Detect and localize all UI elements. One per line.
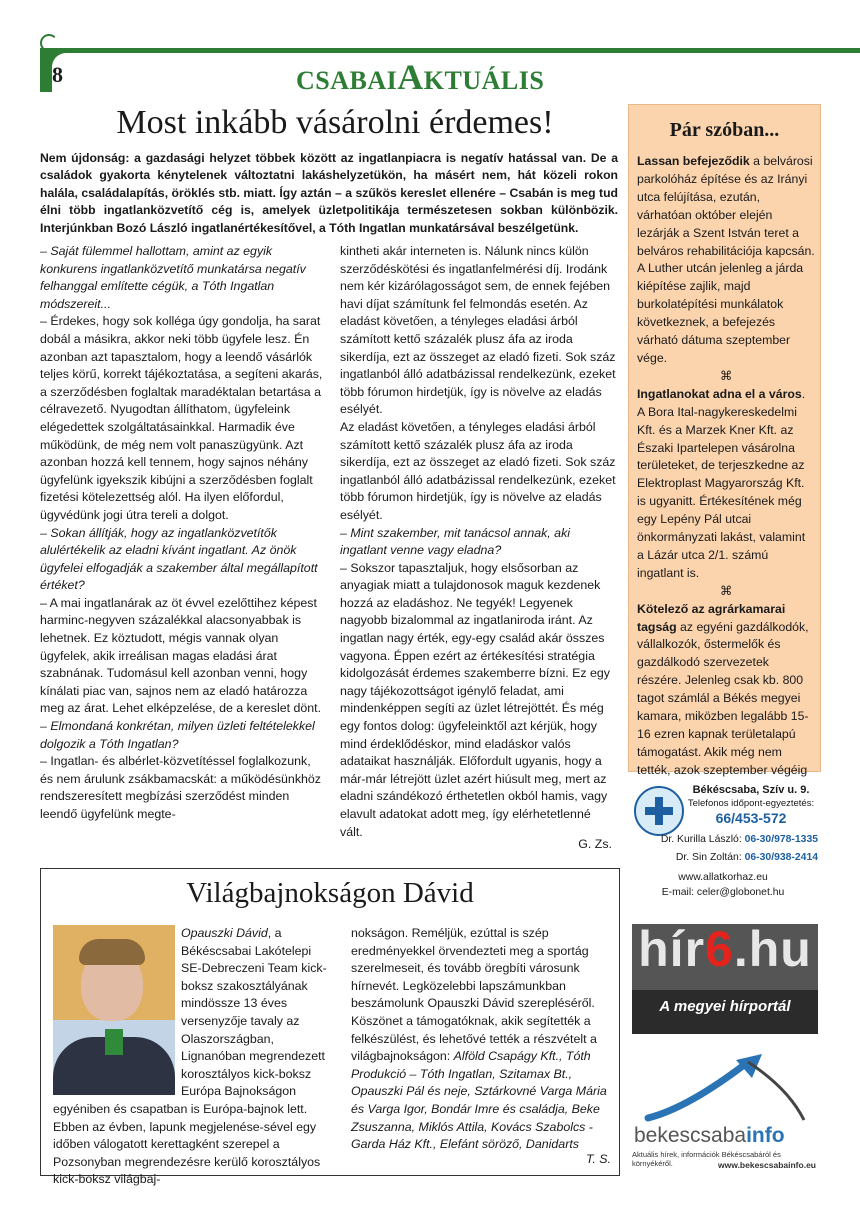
paragraph: nokságon. Reméljük, ezúttal is szép eredményekkel örvendezteti meg a sportág szerelmeseit, és tovább öregbíti városunk hírnevét. Legközelebbi lapszámunkban beszámolunk Opauszki Dávid szerepléséről.: [351, 926, 595, 1011]
paragraph: – A mai ingatlanárak az öt évvel ezelőttihez képest harminc-negyven százalékkal alacsonyabbak is lehetnek. Ez köztudott, mégis vannak olyan ügyfelek, akik irreálisan magas eladási árat szabnának. Tudomásul kell azonban venni, hogy kínálati piac van, sajnos nem az eladó határozza meg az árat. Lehet elképzelése, de a kereslet dönt.: [40, 595, 322, 716]
logo-part: hír: [638, 921, 706, 977]
bekescsabainfo-ad[interactable]: [628, 1048, 819, 1172]
paragraph: – Mint szakember, mit tanácsol annak, aki ingatlant venne vagy eladna?: [340, 525, 571, 558]
magazine-title-rest: KTUÁLIS: [423, 66, 545, 95]
sponsor-list: Alföld Csapágy Kft., Tóth Produkció – Tóth Ingatlan, Szitamax Bt., Opauszki Pál és neje, Sztárkovné Varga Mária és Varga Igor, Bondár Imre és családja, Beke Zsuszanna, Miklós Attila, Kovács Szabolcs - Garda Ház Kft., Elefánt söröző, Danidarts: [351, 1049, 607, 1152]
article-2-column-2: [351, 925, 613, 1154]
article-lead: Nem újdonság: a gazdasági helyzet többek között az ingatlanpiacra is negatív hatással van. De a családok gyakorta kénytelenek változtatni lakáshelyzetükön, ha másért nem, hát közeli rokon halála, családalapítás, öröklés stb. miatt. Így aztán – a szűkös kereslet ellenére – Csabán is meg tud élni több ingatlanközvetítő cég is, amelyek üzletpolitikája természetesen sokban különbözik. Interjúnkban Bozó László ingatlanértékesítővel, a Tóth Ingatlan munkatársával beszélgetünk.: [40, 151, 618, 235]
vet-clinic-ad[interactable]: [628, 778, 819, 902]
hir6-logo: [632, 920, 818, 978]
logo-part: .hu: [733, 921, 812, 977]
athlete-name: Opauszki Dávid: [181, 926, 268, 940]
sidebar-item-headline: Ingatlanokat adna el a város: [637, 386, 802, 401]
doctor-name: Dr. Sin Zoltán:: [675, 852, 742, 863]
page-number: 8: [52, 62, 63, 87]
sidebar-item-text: a belvárosi parkolóház építése és az Irányi utca felújítása, ezután, várhatóan október elején lezárják a Szent István teret a belváros rehabilitációja kapcsán. A Luther utcán jelenleg a járda kiépítése zajlik, majd burkolatépítési munkálatok következnek, a befejezés várható dátuma szeptember vége.: [637, 154, 815, 365]
hir6-ad[interactable]: [632, 921, 818, 1034]
doctor-phone: 06-30/978-1335: [744, 834, 818, 845]
article-signature: G. Zs.: [578, 837, 612, 851]
sidebar-title: Pár szóban...: [669, 119, 780, 141]
article-title: Most inkább vásárolni érdemes!: [116, 104, 554, 141]
paragraph: kintheti akár interneten is. Nálunk nincs külön szerződéskötési és ingatlanfelmérési díj. Irodánk nem kér kizárólagosságot sem, de ennek fejében havi díjat számítunk fel felmondás esetén. Az eladást követően, a tényleges eladási árból számított kettő százalék plusz áfa az iroda sikerdíja, ezt az összeget az eladó fizeti. Sok száz ingatlanból álló adatbázissal rendelkezünk, ezeket több fórumon hirdetjük, így is növelve az eladás esélyét.: [340, 244, 616, 417]
logo-part: bekescsaba: [634, 1124, 747, 1147]
article-column-2: [340, 243, 616, 841]
sidebar-item-headline: Lassan befejeződik: [637, 154, 750, 168]
bekescsabainfo-subtitle: Aktuális hírek, információk Békéscsabáról és környékéről.: [632, 1150, 781, 1168]
doctor-phone: 06-30/938-2414: [744, 852, 818, 863]
vet-email[interactable]: E-mail: celer@globonet.hu: [661, 887, 785, 898]
article-2-box: [40, 868, 620, 1187]
paragraph: Az eladást követően, a tényleges eladási árból számított kettő százalék plusz áfa az iroda sikerdíja, ezt az összeget az eladó fizeti. Sok száz ingatlanból álló adatbázissal rendelkezünk, ezeket több fórumon hirdetjük, így is növelve az eladás esélyét.: [340, 419, 616, 522]
bekescsabainfo-arrow-icon: [628, 1048, 819, 1126]
sidebar-item-headline: Kötelező az agrárkamarai tagság: [637, 601, 786, 634]
vet-clinic-logo-icon: [634, 786, 684, 836]
magazine-title-big-letter: A: [397, 57, 424, 97]
vet-website[interactable]: www.allatkorhaz.eu: [678, 872, 768, 883]
logo-part: info: [746, 1124, 785, 1147]
vet-doctor-2: [628, 852, 818, 863]
sidebar-item-text: az egyéni gazdálkodók, vállalkozók, őstermelők és gazdálkodó szervezetek részére. Jelenleg csak kb. 800 tagot számlál a Békés megyei kamara, miközben legalább 15-16 ezren kapnak területalapú támogatást. Akik még nem tették, azok szeptember végéig: [637, 619, 809, 777]
paragraph: – Ingatlan- és albérlet-közvetítéssel foglalkozunk, és nem árulunk zsákbamacskát: a működésünkhöz rendszeresített megbízási szerződést minden leendő ügyfelünk megte-: [40, 754, 321, 821]
paragraph: – Saját fülemmel hallottam, amint az egyik konkurens ingatlanközvetítő munkatársa negatív felhanggal említette cégük, a Tóth Ingatlan módszereit...: [40, 244, 306, 311]
paragraph: – Sokan állítják, hogy az ingatlanközvetítők alulértékelik az eladni kívánt ingatlant. Az önök ügyfelei elfogadják a szakember által megállapított értéket?: [40, 525, 318, 593]
paragraph: – Érdekes, hogy sok kolléga úgy gondolja, ha sarat dobál a másikra, akkor neki több ügyfele lesz. Én azonban azt tapasztalom, hogy a leendő vásárlók teljes körű, korrekt tájékoztatása, a segíteni akarás, a szerződésben foglaltak maradéktalan betartása a célravezető. Nyugodtan állíthatom, ügyfeleink elégedettek szolgáltatásainkkal. Harmadik éve működünk, de még nem volt panaszügyünk. Azt azonban hozzá kell tennem, hogy sajnos néhány ügyfelünk igyekszik kibújni a szerződésben foglalt fizetési kötelezettség alól. Ha ilyen előfordul, ügyvédünk jogi útra tereli a dolgot.: [40, 314, 323, 522]
article-2-title: Világbajnokságon Dávid: [186, 877, 474, 909]
sidebar-item-text: . A Bora Ital-nagykereskedelmi Kft. és a Marzek Kner Kft. az Északi Ipartelepen vásárolna területeket, de terjeszkedne az Elektroplast Magyarország Kft. is ugyanitt. Értékesítének még egy Lepény Pál utcai önkormányzati lakást, valamint a Lázár utca 2/1. számú ingatlant is.: [637, 386, 806, 580]
article-2-signature: T. S.: [585, 1152, 611, 1166]
paragraph: – Sokszor tapasztaljuk, hogy elsősorban az anyagiak miatt a tulajdonosok maguk kezdenek hozzá az eladáshoz. Ne tegyék! Legyenek nagyobb bizalommal az ingatlaniroda iránt. Az ingatlan nagy érték, egy-egy család akár összes vagyona. Éppen ezért az értékesítési stratégia kidolgozását érdemes szakemberre bízni. Ez egy nagy tájékozottságot igénylő feladat, ami mindenképpen segíti az üzlet létrejöttét. És még egy fontos dolog: ügyfeleinktől azt kérjük, hogy mind érdeklődéskor, mind eladáskor valós adataikat használják. Előfordult ugyanis, hogy a már-már létrejött üzlet azért hiúsult meg, mert az eladni szándékozó érthetetlen okból hamis, vagy elavult adatokat adott meg, így elérhetetlenné vált.: [340, 560, 610, 839]
article-column-1: [40, 243, 324, 824]
magazine-title-prefix: CSABAI: [296, 66, 398, 95]
sidebar-item: [637, 386, 815, 583]
doctor-name: Dr. Kurilla László:: [660, 834, 742, 845]
article-2-column-1: [53, 925, 333, 1189]
photo-spacer: [53, 925, 181, 1095]
vet-doctor-1: [628, 834, 818, 845]
paragraph: [351, 1013, 613, 1154]
magazine-title: [296, 56, 544, 98]
paragraph-text: Köszönet a támogatóknak, akik segítették a felkészülést, és lehetővé tették a részvételt a világbajnokságon:: [351, 1013, 597, 1064]
logo-part: 6: [705, 921, 734, 977]
sidebar-item: [637, 153, 815, 368]
separator-icon: ⌘: [719, 583, 733, 598]
hir6-tagline: A megyei hírportál: [659, 998, 791, 1015]
sidebar-body: [637, 153, 815, 798]
paragraph: – Elmondaná konkrétan, milyen üzleti feltételekkel dolgozik a Tóth Ingatlan?: [40, 719, 315, 751]
vet-phone: 66/453-572: [715, 810, 787, 826]
paragraph-text: , a Békéscsabai Lakótelepi SE-Debreczeni Team kick-boksz szakosztályának mindössze 13 éves versenyzője tavaly az Olaszországban, Lignanóban megrendezett korosztályos kick-boksz Európa Bajnokságon egyéniben és csapatban is Európa-bajnok lett. Ebben az évben, lapunk megjelenése-sével egy időben válogatott kerettagként szerepel a Pozsonyban megrendezésre kerülő korosztályos kick-boksz világbaj-: [53, 926, 327, 1187]
vet-address: Békéscsaba, Szív u. 9.: [692, 784, 810, 796]
separator-icon: ⌘: [719, 368, 733, 383]
sidebar-item: [637, 601, 815, 798]
bekescsabainfo-website[interactable]: www.bekescsabainfo.eu: [718, 1160, 816, 1170]
vet-appointment-label: Telefonos időpont-egyeztetés:: [687, 798, 815, 809]
news-sidebar: [628, 104, 821, 777]
bekescsabainfo-logo: [634, 1124, 814, 1148]
